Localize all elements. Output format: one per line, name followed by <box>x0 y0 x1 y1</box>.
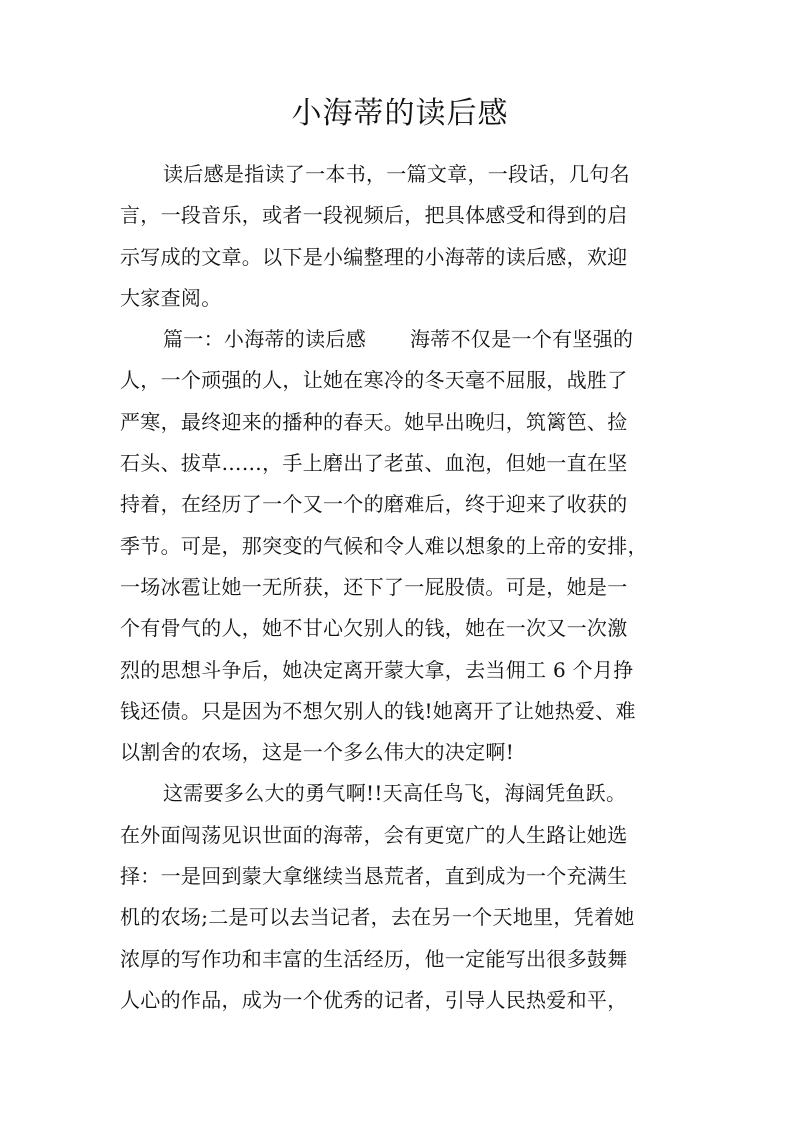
text-line: 这需要多么大的勇气啊!!天高任鸟飞，海阔凭鱼跃。 <box>163 781 627 806</box>
text-line: 机的农场;二是可以去当记者，去在另一个天地里，凭着她 <box>120 905 635 930</box>
text-line: 烈的思想斗争后，她决定离开蒙大拿，去当佣工 6 个月挣 <box>120 657 634 682</box>
text-line: 严寒，最终迎来的播种的春天。她早出晚归，筑篱笆、捡 <box>120 409 628 434</box>
text-line: 个有骨气的人，她不甘心欠别人的钱，她在一次又一次激 <box>120 616 628 641</box>
text-line: 一场冰雹让她一无所获，还下了一屁股债。可是，她是一 <box>120 574 628 599</box>
section-heading: 篇一：小海蒂的读后感 <box>163 327 366 352</box>
text-line: 读后感是指读了一本书，一篇文章，一段话，几句名 <box>163 162 630 186</box>
text-line: 人，一个顽强的人，让她在寒冷的冬天毫不屈服，战胜了 <box>120 368 628 393</box>
text-line: 在外面闯荡见识世面的海蒂，会有更宽广的人生路让她选 <box>120 822 628 847</box>
document-body <box>120 154 660 1021</box>
paragraph-part-one <box>120 319 660 773</box>
document-title: 小海蒂的读后感 <box>291 96 509 131</box>
text-line: 钱还债。只是因为不想欠别人的钱!她离开了让她热爱、难 <box>120 698 636 723</box>
text-line: 以割舍的农场，这是一个多么伟大的决定啊! <box>120 740 515 765</box>
paragraph-intro <box>120 154 660 319</box>
text-line <box>120 319 660 360</box>
text-line: 言，一段音乐，或者一段视频后，把具体感受和得到的启 <box>120 203 628 228</box>
text-line: 大家查阅。 <box>120 285 222 310</box>
text-line: 持着，在经历了一个又一个的磨难后，终于迎来了收获的 <box>120 492 628 517</box>
text-line: 示写成的文章。以下是小编整理的小海蒂的读后感，欢迎 <box>120 244 628 269</box>
text-line: 石头、拔草……，手上磨出了老茧、血泡，但她一直在坚 <box>120 451 628 476</box>
text-line: 人心的作品，成为一个优秀的记者，引导人民热爱和平， <box>120 987 628 1012</box>
text-line: 季节。可是，那突变的气候和令人难以想象的上帝的安排， <box>120 533 648 558</box>
text-line: 浓厚的写作功和丰富的生活经历，他一定能写出很多鼓舞 <box>120 946 628 971</box>
text-line: 择：一是回到蒙大拿继续当恳荒者，直到成为一个充满生 <box>120 864 628 889</box>
text-fragment: 海蒂不仅是一个有坚强的 <box>410 327 634 352</box>
paragraph-courage <box>120 773 660 1021</box>
